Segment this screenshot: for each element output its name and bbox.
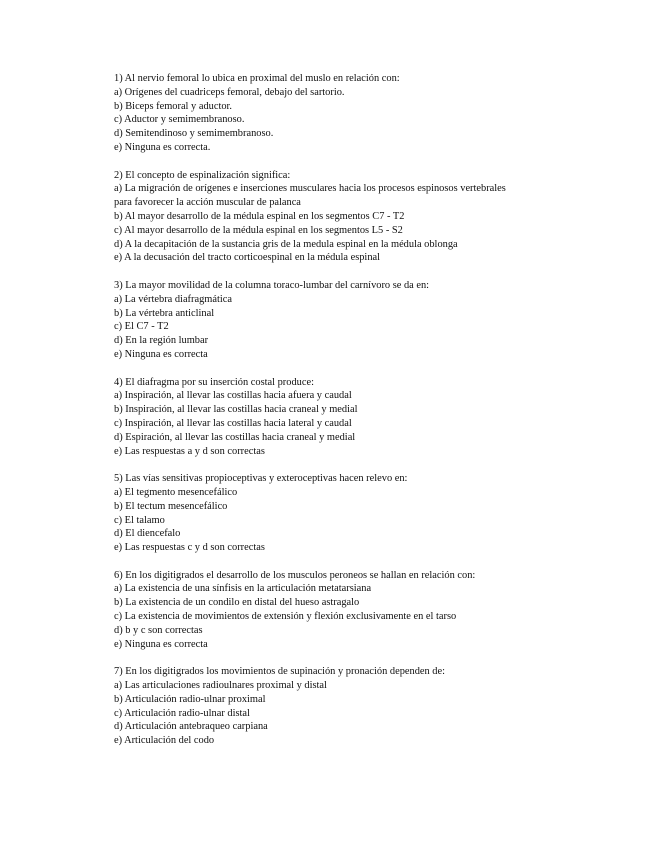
answer-option: e) Las respuestas a y d son correctas (114, 445, 265, 457)
answer-option: a) Inspiración, al llevar las costillas hacia afuera y caudal (114, 390, 352, 402)
answer-option: b) Biceps femoral y aductor. (114, 100, 233, 112)
answer-option: c) La existencia de movimientos de extensión y flexión exclusivamente en el tarso (114, 611, 457, 623)
answer-option: d) b y c son correctas (114, 624, 203, 636)
answer-option: c) El C7 - T2 (114, 321, 169, 333)
question-7 (114, 665, 634, 748)
answer-option: e) A la decusación del tracto corticoespinal en la médula espinal (114, 252, 381, 264)
question-prompt: 7) En los digitigrados los movimientos de supinación y pronación dependen de: (114, 666, 445, 678)
answer-option: d) En la región lumbar (114, 335, 209, 347)
question-2 (114, 169, 634, 266)
question-4 (114, 376, 634, 459)
answer-option: c) Articulación radio-ulnar distal (114, 707, 250, 719)
answer-option: a) Orígenes del cuadriceps femoral, debajo del sartorio. (114, 86, 345, 98)
exam-document (114, 72, 634, 762)
question-prompt: 1) Al nervio femoral lo ubica en proximal del muslo en relación con: (114, 73, 400, 84)
answer-option: e) Ninguna es correcta (114, 638, 208, 650)
question-prompt: 4) El diafragma por su inserción costal produce: (114, 376, 314, 388)
answer-option: c) El talamo (114, 514, 165, 526)
question-5 (114, 472, 634, 555)
answer-option: e) Ninguna es correcta (114, 348, 208, 360)
answer-option: c) Al mayor desarrollo de la médula espinal en los segmentos L5 - S2 (114, 224, 403, 236)
answer-option: a) Las articulaciones radioulnares proximal y distal (114, 680, 327, 692)
answer-option: e) Las respuestas c y d son correctas (114, 542, 265, 554)
question-3 (114, 279, 634, 362)
question-prompt: 3) La mayor movilidad de la columna toraco-lumbar del carnívoro se da en: (114, 279, 430, 291)
question-1 (114, 72, 634, 155)
answer-option: a) La existencia de una sínfisis en la articulación metatarsiana (114, 583, 372, 595)
answer-option: b) El tectum mesencefálico (114, 500, 228, 512)
question-prompt: 6) En los digitigrados el desarrollo de los musculos peroneos se hallan en relación con: (114, 569, 476, 581)
answer-option: a) El tegmento mesencefálico (114, 486, 238, 498)
answer-option: b) Al mayor desarrollo de la médula espinal en los segmentos C7 - T2 (114, 210, 405, 222)
question-6 (114, 569, 634, 652)
question-prompt: 5) Las vías sensitivas propioceptivas y exteroceptivas hacen relevo en: (114, 473, 408, 485)
answer-option: d) A la decapitación de la sustancia gris de la medula espinal en la médula oblonga (114, 238, 458, 250)
answer-option: b) La vértebra anticlinal (114, 307, 215, 319)
question-prompt: 2) El concepto de espinalización significa: (114, 169, 291, 181)
answer-option: d) Espiración, al llevar las costillas hacia craneal y medial (114, 431, 356, 443)
answer-option: b) Articulación radio-ulnar proximal (114, 693, 266, 705)
answer-option: c) Inspiración, al llevar las costillas hacia lateral y caudal (114, 417, 352, 429)
answer-option: d) El diencefalo (114, 528, 181, 540)
answer-option: e) Articulación del codo (114, 735, 215, 747)
answer-option: b) La existencia de un condilo en distal del hueso astragalo (114, 597, 360, 609)
answer-option: d) Semitendinoso y semimembranoso. (114, 128, 274, 140)
answer-option: e) Ninguna es correcta. (114, 141, 211, 153)
answer-option: c) Aductor y semimembranoso. (114, 114, 245, 126)
answer-option: a) La migración de orígenes e inserciones musculares hacia los procesos espinosos vertebrales para favorecer la acción muscular de palanca (114, 183, 506, 209)
answer-option: a) La vértebra diafragmática (114, 293, 232, 305)
answer-option: d) Articulación antebraqueo carpiana (114, 721, 268, 733)
answer-option: b) Inspiración, al llevar las costillas hacia craneal y medial (114, 404, 358, 416)
